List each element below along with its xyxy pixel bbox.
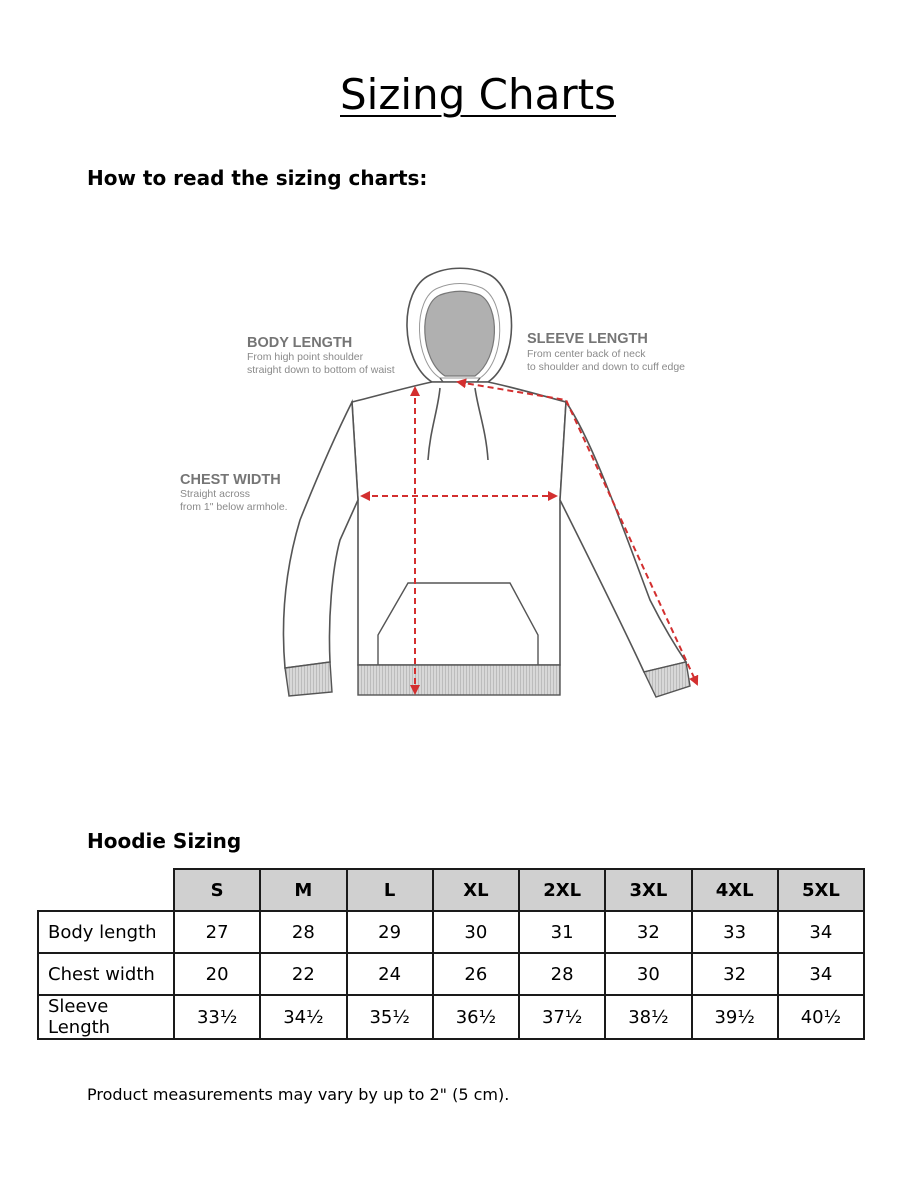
table-cell: 34½	[260, 995, 346, 1039]
size-header-cell: 5XL	[778, 869, 864, 911]
sleeve-length-desc-2: to shoulder and down to cuff edge	[527, 361, 686, 373]
size-header-cell: 4XL	[692, 869, 778, 911]
table-cell: 34	[778, 911, 864, 953]
header-corner-cell	[38, 869, 174, 911]
table-cell: 30	[433, 911, 519, 953]
measurement-footnote: Product measurements may vary by up to 2" (5 cm).	[87, 1085, 510, 1104]
page-title: Sizing Charts	[340, 70, 616, 119]
hoodie-measurement-diagram	[170, 262, 710, 712]
table-cell: 30	[605, 953, 691, 995]
sleeve-length-annotation	[527, 331, 685, 373]
size-header-cell: 2XL	[519, 869, 605, 911]
table-cell: 22	[260, 953, 346, 995]
table-cell: 24	[347, 953, 433, 995]
size-header-cell: L	[347, 869, 433, 911]
table-cell: 40½	[778, 995, 864, 1039]
chest-width-desc-2: from 1" below armhole.	[180, 501, 288, 513]
chest-width-title: CHEST WIDTH	[180, 472, 281, 488]
row-label: Chest width	[38, 953, 174, 995]
table-cell: 39½	[692, 995, 778, 1039]
table-row-chest-width	[38, 953, 864, 995]
chest-width-desc-1: Straight across	[180, 488, 251, 500]
table-cell: 28	[260, 911, 346, 953]
size-header-cell: 3XL	[605, 869, 691, 911]
hoodie-sizing-table	[37, 868, 865, 1040]
table-cell: 27	[174, 911, 260, 953]
how-to-read-heading: How to read the sizing charts:	[87, 166, 428, 190]
hoodie-body-drawing	[283, 382, 690, 697]
table-cell: 33½	[174, 995, 260, 1039]
body-length-desc-1: From high point shoulder	[247, 351, 364, 363]
table-cell: 37½	[519, 995, 605, 1039]
table-cell: 20	[174, 953, 260, 995]
table-cell: 36½	[433, 995, 519, 1039]
table-cell: 33	[692, 911, 778, 953]
body-length-annotation	[247, 335, 395, 376]
sleeve-length-title: SLEEVE LENGTH	[527, 331, 648, 347]
table-cell: 32	[692, 953, 778, 995]
table-cell: 34	[778, 953, 864, 995]
row-label: Sleeve Length	[38, 995, 174, 1039]
chest-width-annotation	[180, 472, 288, 513]
table-cell: 29	[347, 911, 433, 953]
table-cell: 32	[605, 911, 691, 953]
table-cell: 38½	[605, 995, 691, 1039]
table-cell: 31	[519, 911, 605, 953]
size-header-cell: M	[260, 869, 346, 911]
hoodie-sizing-heading: Hoodie Sizing	[87, 829, 242, 853]
body-length-title: BODY LENGTH	[247, 335, 353, 351]
body-length-desc-2: straight down to bottom of waist	[247, 364, 395, 376]
table-row-body-length	[38, 911, 864, 953]
row-label: Body length	[38, 911, 174, 953]
size-header-cell: S	[174, 869, 260, 911]
table-cell: 35½	[347, 995, 433, 1039]
sleeve-length-desc-1: From center back of neck	[527, 348, 646, 360]
size-header-row	[38, 869, 864, 911]
table-cell: 28	[519, 953, 605, 995]
table-row-sleeve-length	[38, 995, 864, 1039]
size-header-cell: XL	[433, 869, 519, 911]
table-cell: 26	[433, 953, 519, 995]
